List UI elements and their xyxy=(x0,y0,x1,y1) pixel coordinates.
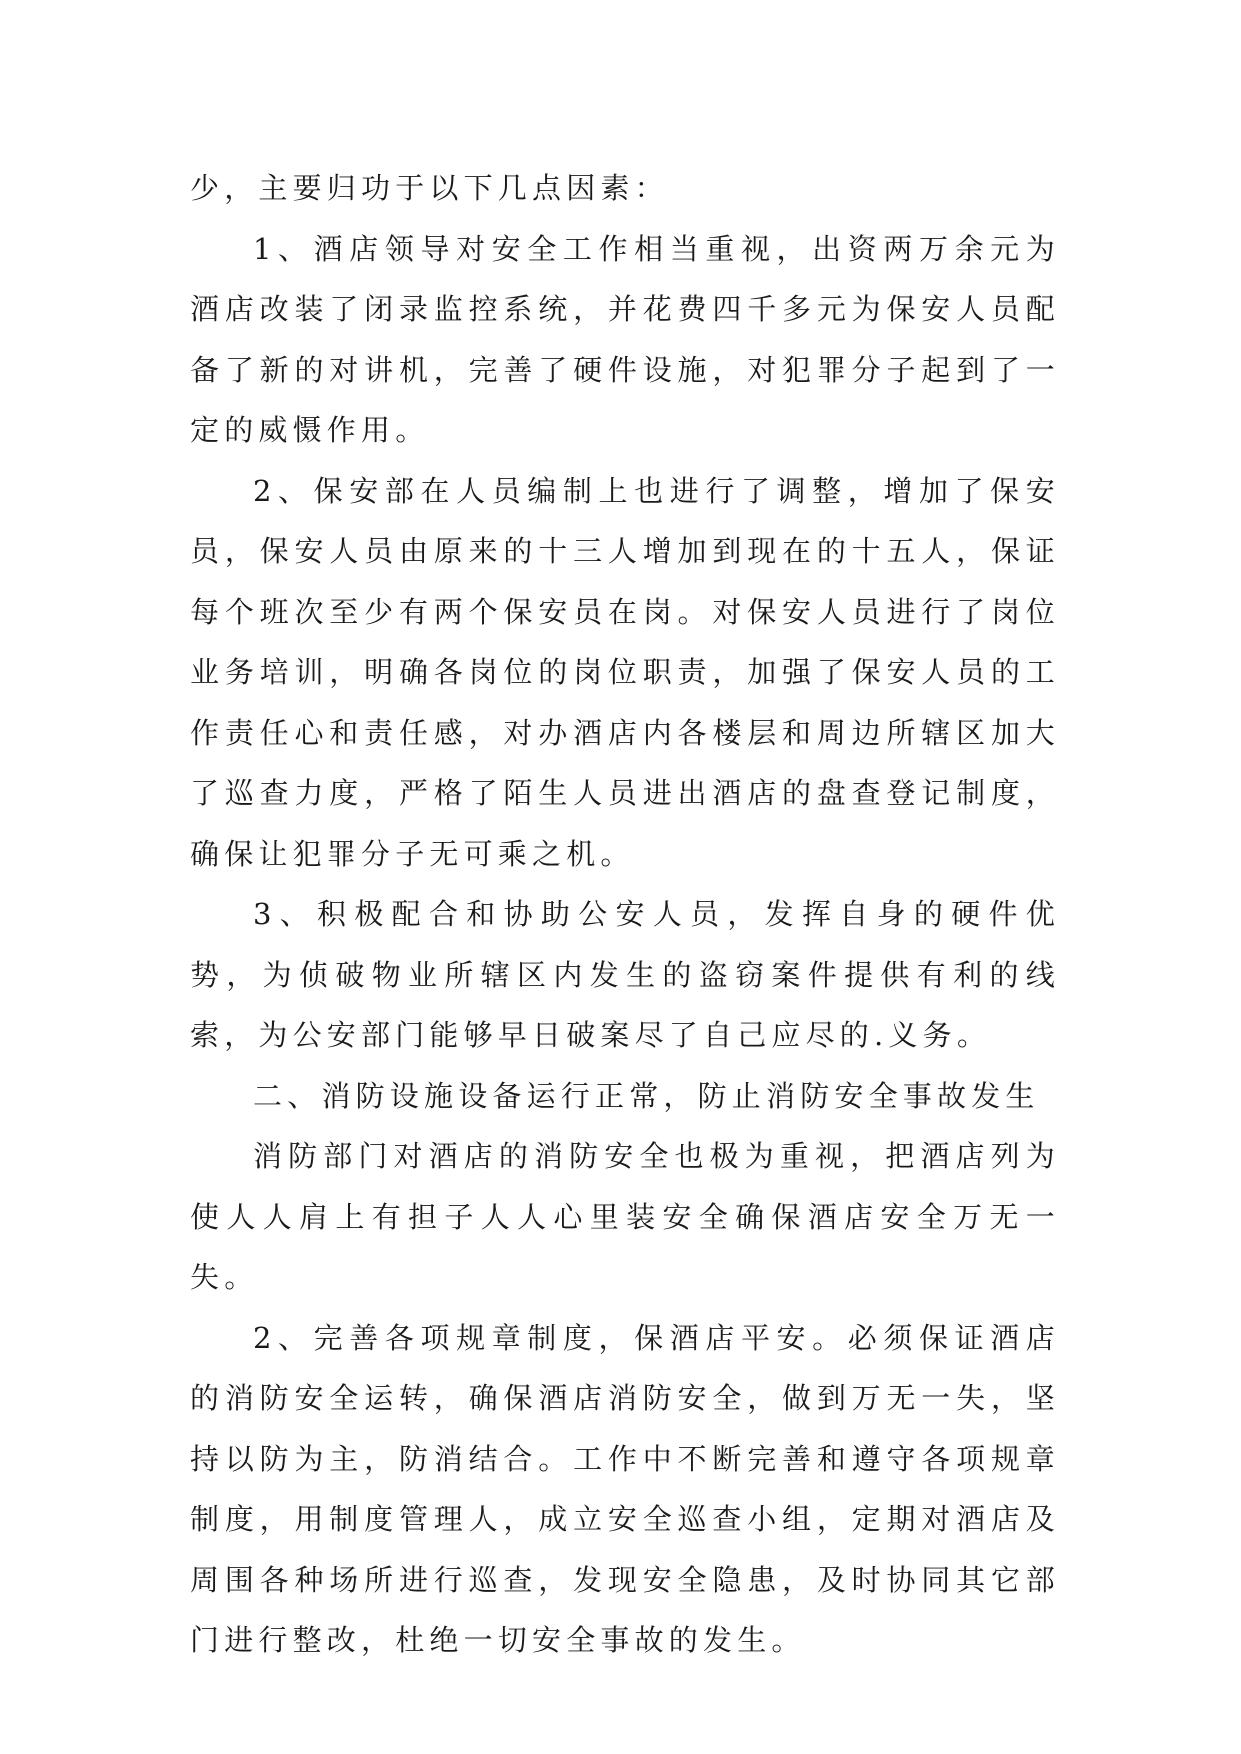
document-body xyxy=(190,158,1060,1671)
paragraph-fire-department: 消防部门对酒店的消防安全也极为重视，把酒店列为使人人肩上有担子人人心里装安全确保酒店安全万无一失。 xyxy=(190,1139,1060,1294)
section-heading-fire-safety: 二、消防设施设备运行正常，防止消防安全事故发生 xyxy=(253,1078,1040,1113)
paragraph-point-2: 2、保安部在人员编制上也进行了调整，增加了保安员，保安人员由原来的十三人增加到现在的十五人，保证每个班次至少有两个保安员在岗。对保安人员进行了岗位业务培训，明确各岗位的岗位职责，加强了保安人员的工作责任心和责任感，对办酒店内各楼层和周边所辖区加大了巡查力度，严格了陌生人员进出酒店的盘查登记制度，确保让犯罪分子无可乘之机。 xyxy=(190,473,1060,871)
paragraph-continuation: 少，主要归功于以下几点因素： xyxy=(190,171,669,205)
paragraph-regulations: 2、完善各项规章制度，保酒店平安。必须保证酒店的消防安全运转，确保酒店消防安全，做到万无一失，坚持以防为主，防消结合。工作中不断完善和遵守各项规章制度，用制度管理人，成立安全巡查小组，定期对酒店及周围各种场所进行巡查，发现安全隐患，及时协同其它部门进行整改，杜绝一切安全事故的发生。 xyxy=(190,1320,1060,1657)
paragraph-point-3: 3、积极配合和协助公安人员，发挥自身的硬件优势，为侦破物业所辖区内发生的盗窃案件提供有利的线索，为公安部门能够早日破案尽了自己应尽的.义务。 xyxy=(190,897,1060,1052)
paragraph-point-1: 1、酒店领导对安全工作相当重视，出资两万余元为酒店改装了闭录监控系统，并花费四千多元为保安人员配备了新的对讲机，完善了硬件设施，对犯罪分子起到了一定的威慑作用。 xyxy=(190,231,1060,447)
